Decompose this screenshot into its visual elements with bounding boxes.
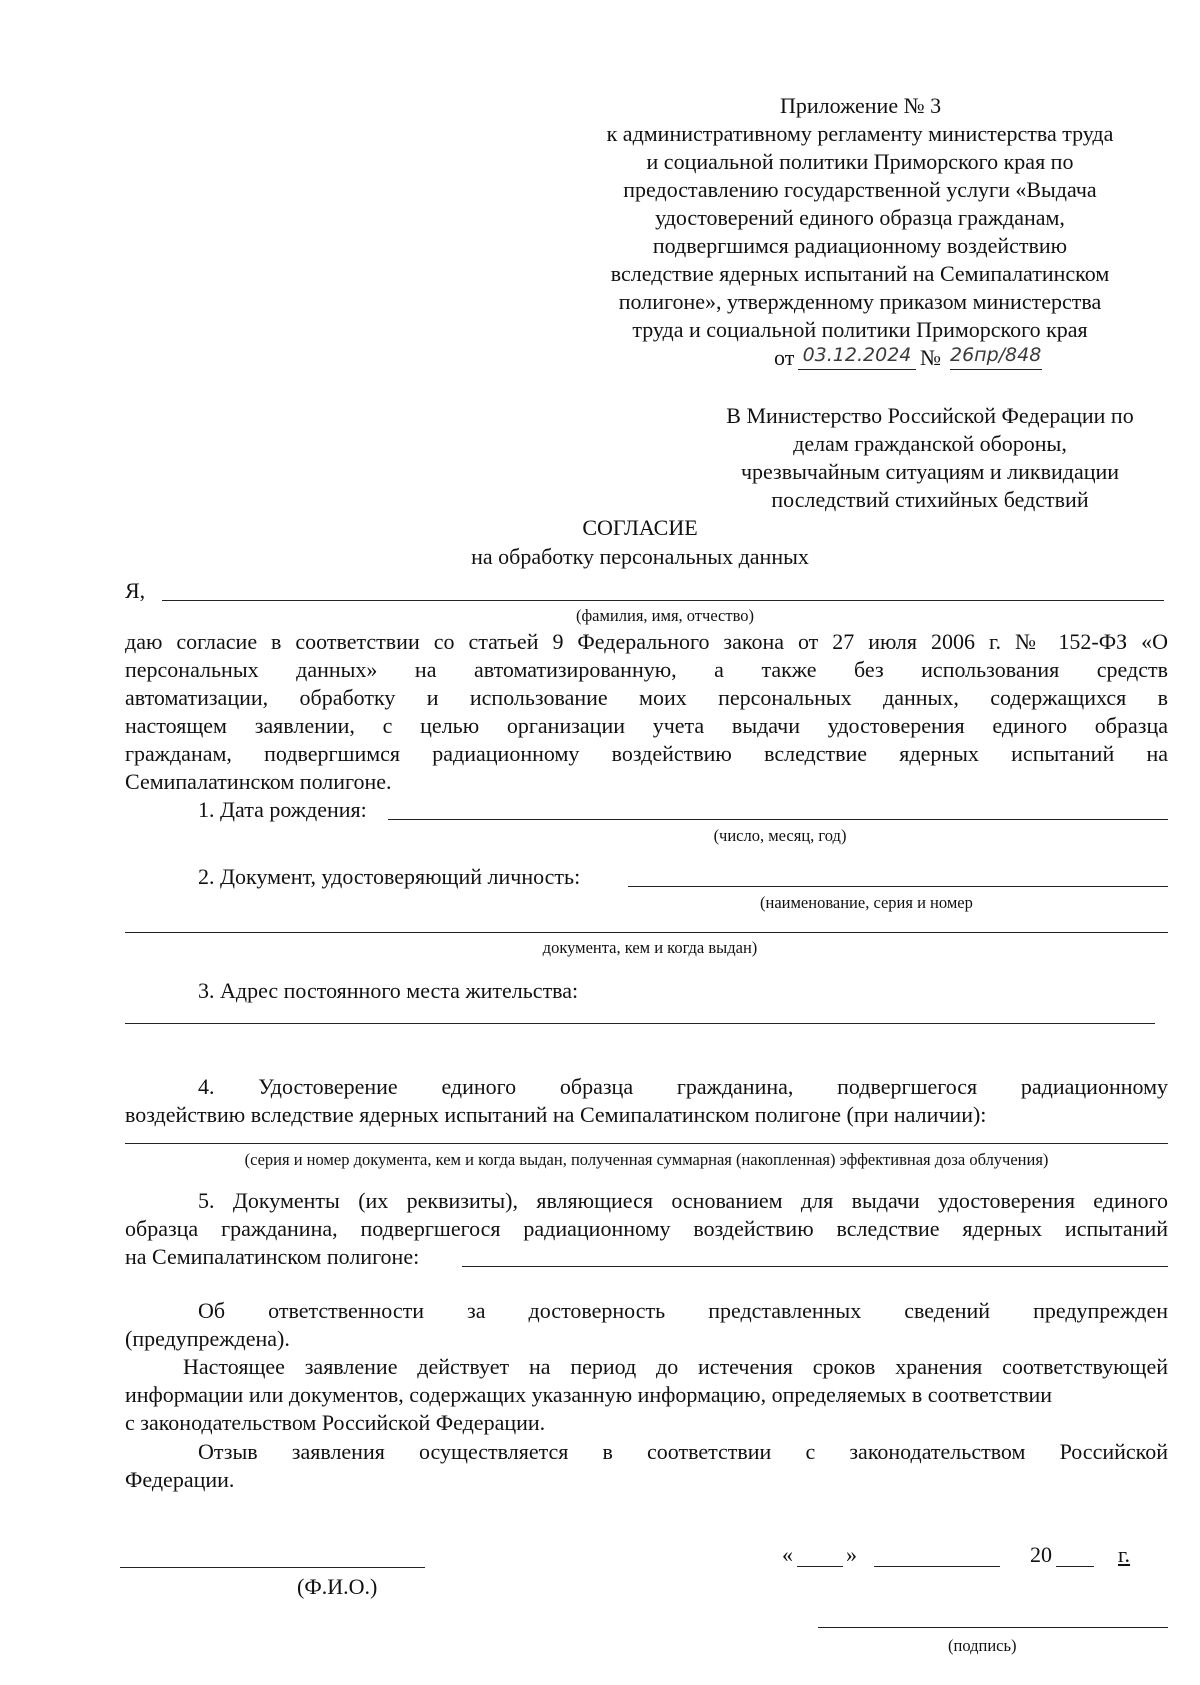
certificate-label-line2: воздействию вследствие ядерных испытаний на Семипалатинском полигоне (при наличии): xyxy=(125,1102,987,1127)
appendix-line: удостоверений единого образца гражданам, xyxy=(655,205,1065,230)
date-year-suffix: г. xyxy=(1118,1542,1131,1567)
date-year-prefix: 20 xyxy=(1030,1542,1052,1567)
fio-input-line[interactable] xyxy=(162,600,1164,601)
date-quote-open: « xyxy=(782,1542,793,1567)
paragraph-line: Семипалатинском полигоне. xyxy=(125,769,392,794)
responsibility-line2: (предупреждена). xyxy=(125,1326,290,1351)
order-date-handwritten: 03.12.2024 xyxy=(802,344,912,366)
document-title: СОГЛАСИЕ xyxy=(582,515,698,540)
validity-line3: с законодательством Российской Федерации. xyxy=(125,1410,546,1435)
recipient-line: делам гражданской обороны, xyxy=(793,431,1067,456)
paragraph-line: гражданам, подвергшимся радиационному воздействию вследствие ядерных испытаний на xyxy=(125,741,1168,766)
recipient-line: В Министерство Российской Федерации по xyxy=(726,403,1134,428)
date-month-input-line[interactable] xyxy=(874,1566,1000,1567)
appendix-line: полигоне», утвержденному приказом министерства xyxy=(618,289,1102,314)
paragraph-line: настоящем заявлении, с целью организации учета выдачи удостоверения единого образца xyxy=(125,713,1168,738)
date-day-input-line[interactable] xyxy=(797,1566,843,1567)
address-label: 3. Адрес постоянного места жительства: xyxy=(198,978,579,1003)
recipient-line: чрезвычайным ситуациям и ликвидации xyxy=(740,459,1120,484)
document-subtitle: на обработку персональных данных xyxy=(471,544,809,569)
birth-date-caption: (число, месяц, год) xyxy=(713,826,847,845)
appendix-line: подвергшимся радиационному воздействию xyxy=(652,233,1068,258)
revocation-line2: Федерации. xyxy=(125,1467,235,1492)
identity-doc-caption-2: документа, кем и когда выдан) xyxy=(542,938,758,957)
identity-doc-input-line-2[interactable] xyxy=(125,932,1168,933)
basis-docs-line1: 5. Документы (их реквизиты), являющиеся основанием для выдачи удостоверения единого xyxy=(198,1188,1168,1213)
identity-doc-input-line[interactable] xyxy=(628,886,1168,887)
signature-input-line[interactable] xyxy=(818,1627,1168,1628)
appendix-line: предоставлению государственной услуги «Выдача xyxy=(623,177,1097,202)
identity-doc-label: 2. Документ, удостоверяющий личность: xyxy=(198,864,581,889)
appendix-line: труда и социальной политики Приморского края xyxy=(632,317,1088,342)
signature-caption: (подпись) xyxy=(948,1636,1017,1655)
validity-line1: Настоящее заявление действует на период до истечения сроков хранения соответствующей xyxy=(183,1354,1168,1379)
certificate-label-line1: 4. Удостоверение единого образца гражданина, подвергшегося радиационному xyxy=(198,1074,1168,1099)
fio-signature-line[interactable] xyxy=(120,1567,425,1568)
order-number-handwritten: 26пр/848 xyxy=(950,344,1042,366)
fio-caption: (фамилия, имя, отчество) xyxy=(575,606,755,625)
address-input-line[interactable] xyxy=(125,1023,1155,1024)
identity-doc-caption-1: (наименование, серия и номер xyxy=(760,893,973,912)
order-number-underline xyxy=(950,369,1042,370)
appendix-line: к административному регламенту министерства труда xyxy=(606,121,1114,146)
order-number-prefix: № xyxy=(920,345,941,370)
paragraph-line: автоматизации, обработку и использование моих персональных данных, содержащихся в xyxy=(125,685,1168,710)
paragraph-line: персональных данных» на автоматизированную, а также без использования средств xyxy=(125,657,1168,682)
basis-docs-line2: образца гражданина, подвергшегося радиационному воздействию вследствие ядерных испытаний xyxy=(125,1216,1168,1241)
date-quote-close: » xyxy=(846,1542,857,1567)
revocation-line1: Отзыв заявления осуществляется в соответствии с законодательством Российской xyxy=(198,1439,1168,1464)
order-date-prefix: от xyxy=(774,345,795,370)
intro-prefix: Я, xyxy=(125,578,146,603)
basis-docs-line3: на Семипалатинском полигоне: xyxy=(125,1244,420,1269)
appendix-title: Приложение № 3 xyxy=(780,93,942,118)
paragraph-line: даю согласие в соответствии со статьей 9 Федерального закона от 27 июля 2006 г. № 152-ФЗ «О xyxy=(125,629,1168,654)
birth-date-label: 1. Дата рождения: xyxy=(198,797,367,822)
appendix-line: вследствие ядерных испытаний на Семипалатинском xyxy=(610,261,1110,286)
responsibility-line1: Об ответственности за достоверность представленных сведений предупрежден xyxy=(198,1298,1168,1323)
order-date-underline xyxy=(798,369,916,370)
date-year-input-line[interactable] xyxy=(1056,1566,1094,1567)
certificate-caption: (серия и номер документа, кем и когда выдан, полученная суммарная (накопленная) эффективная доза облучения) xyxy=(244,1150,1049,1169)
certificate-input-line[interactable] xyxy=(125,1143,1168,1144)
validity-line2: информации или документов, содержащих указанную информацию, определяемых в соответствии xyxy=(125,1382,1053,1407)
basis-docs-input-line[interactable] xyxy=(462,1266,1168,1267)
fio-signature-caption: (Ф.И.О.) xyxy=(297,1574,378,1599)
birth-date-input-line[interactable] xyxy=(388,819,1168,820)
recipient-line: последствий стихийных бедствий xyxy=(771,487,1089,512)
appendix-line: и социальной политики Приморского края по xyxy=(646,149,1074,174)
